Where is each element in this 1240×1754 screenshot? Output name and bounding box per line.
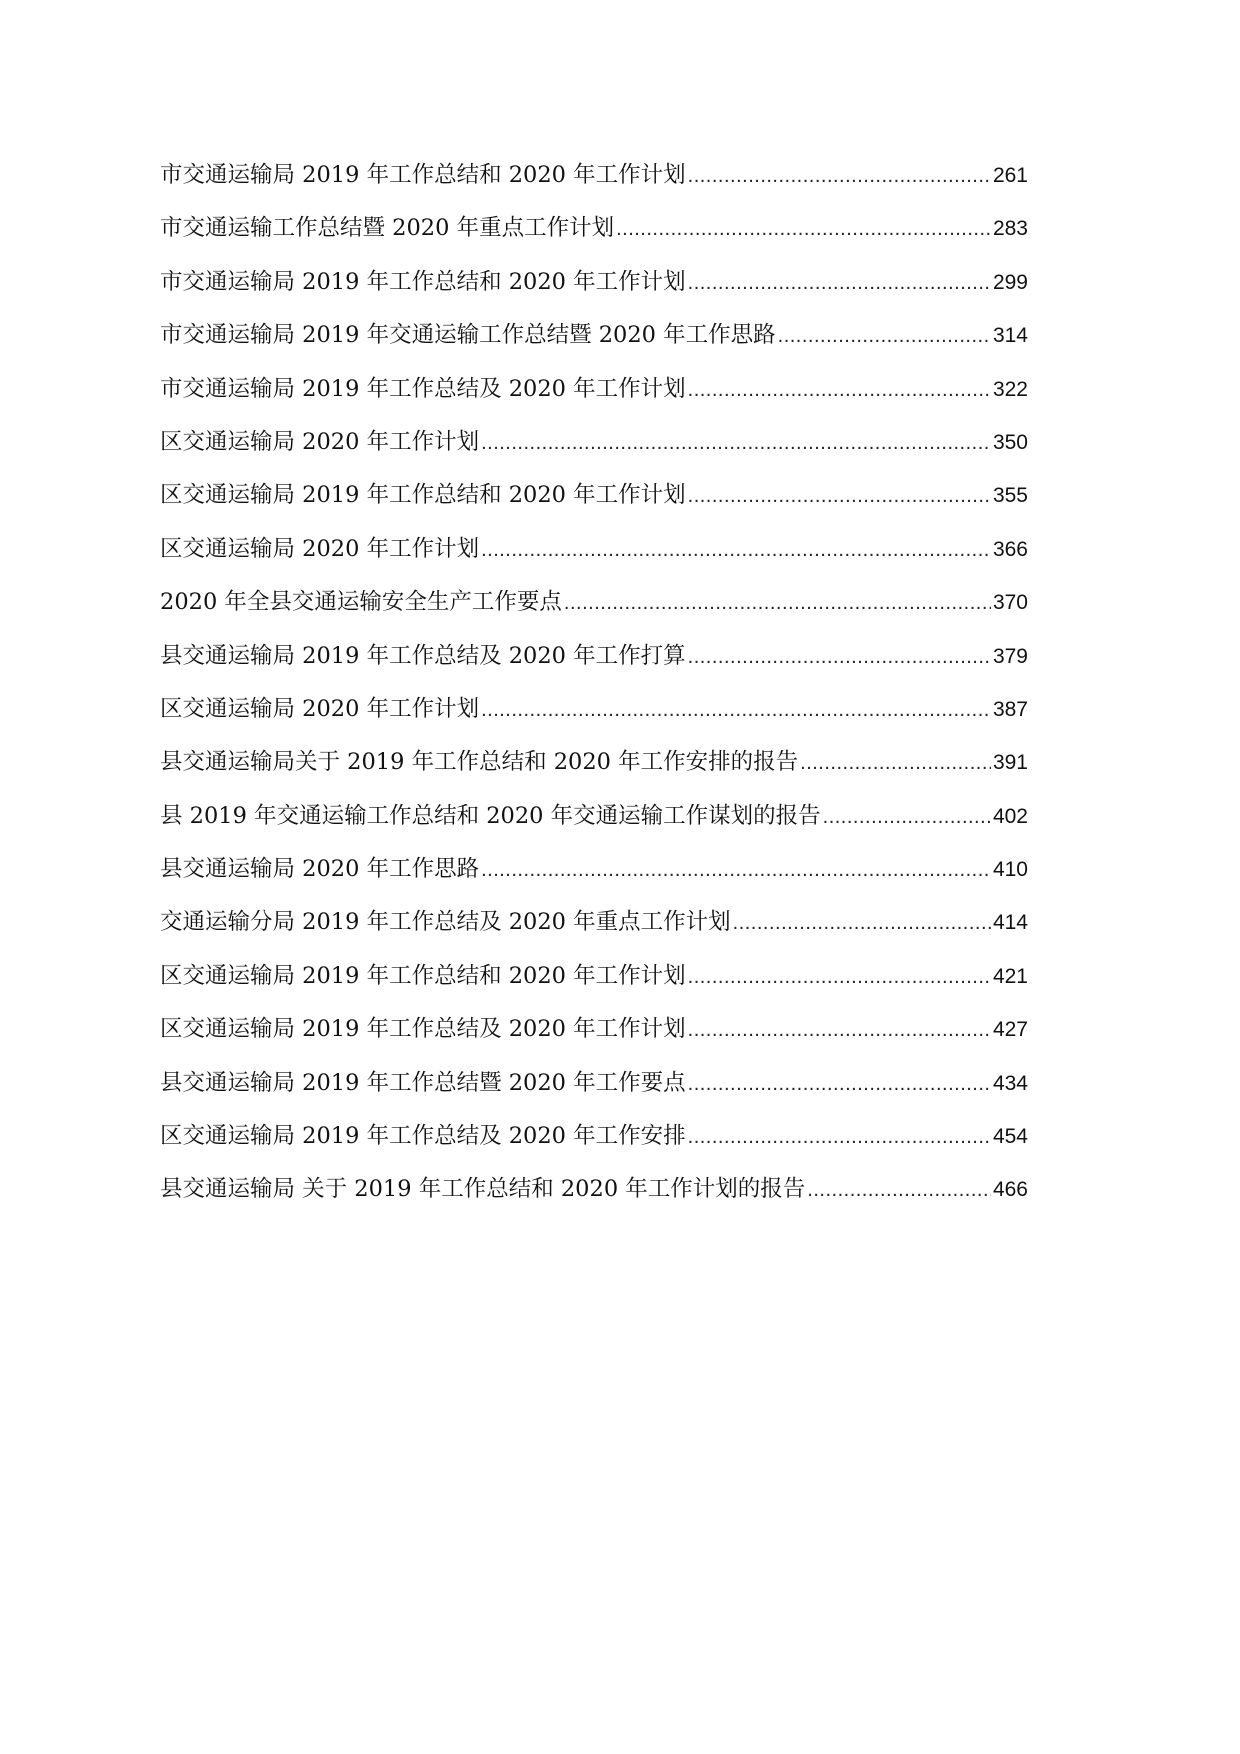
toc-dot-leader: [800, 748, 991, 778]
toc-entry-page: 299: [992, 270, 1028, 294]
toc-entry[interactable]: [160, 427, 1028, 480]
toc-entry-title: 县交通运输局 2020 年工作思路: [160, 856, 480, 883]
toc-entry-title: 区交通运输局 2019 年工作总结和 2020 年工作计划: [160, 962, 686, 989]
toc-entry[interactable]: [160, 267, 1028, 320]
toc-entry-page: 379: [992, 644, 1028, 668]
toc-entry-page: 402: [992, 804, 1028, 828]
toc-entry-page: 434: [992, 1071, 1028, 1095]
toc-dot-leader: [688, 375, 991, 405]
toc-entry-page: 355: [992, 484, 1028, 508]
toc-entry-page: 427: [992, 1018, 1028, 1042]
toc-entry-title: 区交通运输局 2019 年工作总结和 2020 年工作计划: [160, 482, 686, 509]
toc-dot-leader: [688, 1069, 991, 1099]
toc-entry[interactable]: [160, 587, 1028, 640]
toc-entry-title: 市交通运输局 2019 年工作总结及 2020 年工作计划: [160, 375, 686, 402]
toc-dot-leader: [688, 1122, 991, 1152]
toc-entry-title: 县交通运输局 关于 2019 年工作总结和 2020 年工作计划的报告: [160, 1176, 806, 1203]
toc-entry-page: 261: [992, 164, 1028, 187]
toc-entry-title: 县交通运输局 2019 年工作总结及 2020 年工作打算: [160, 642, 686, 669]
toc-entry[interactable]: [160, 1014, 1028, 1067]
toc-entry[interactable]: [160, 961, 1028, 1014]
toc-dot-leader: [688, 642, 991, 672]
toc-entry[interactable]: [160, 160, 1028, 213]
toc-dot-leader: [688, 161, 991, 191]
toc-entry-title: 市交通运输局 2019 年工作总结和 2020 年工作计划: [160, 162, 686, 188]
toc-entry-title: 区交通运输局 2019 年工作总结及 2020 年工作安排: [160, 1123, 686, 1150]
toc-entry-page: 283: [992, 217, 1028, 241]
toc-entry-page: 350: [992, 430, 1028, 454]
toc-entry-title: 2020 年全县交通运输安全生产工作要点: [160, 589, 562, 616]
toc-entry-page: 370: [992, 591, 1028, 615]
toc-dot-leader: [778, 321, 991, 351]
toc-entry-page: 387: [992, 697, 1028, 721]
toc-dot-leader: [688, 268, 991, 298]
toc-entry[interactable]: [160, 747, 1028, 800]
toc-entry-title: 交通运输分局 2019 年工作总结及 2020 年重点工作计划: [160, 909, 731, 936]
toc-dot-leader: [807, 1175, 991, 1205]
toc-dot-leader: [564, 588, 991, 618]
toc-entry-title: 市交通运输局 2019 年交通运输工作总结暨 2020 年工作思路: [160, 322, 776, 349]
toc-entry[interactable]: [160, 641, 1028, 694]
toc-entry[interactable]: [160, 907, 1028, 960]
toc-entry[interactable]: [160, 1068, 1028, 1121]
toc-entry-page: 466: [992, 1178, 1028, 1202]
toc-entry[interactable]: [160, 801, 1028, 854]
toc-dot-leader: [733, 908, 991, 938]
toc-entry-title: 市交通运输局 2019 年工作总结和 2020 年工作计划: [160, 268, 686, 295]
toc-entry[interactable]: [160, 213, 1028, 266]
toc-entry[interactable]: [160, 694, 1028, 747]
toc-dot-leader: [481, 428, 991, 458]
toc-dot-leader: [481, 855, 991, 885]
toc-entry[interactable]: [160, 1174, 1028, 1227]
toc-entry-title: 区交通运输局 2020 年工作计划: [160, 535, 480, 562]
toc-entry[interactable]: [160, 534, 1028, 587]
toc-entry-title: 县交通运输局关于 2019 年工作总结和 2020 年工作安排的报告: [160, 749, 799, 776]
toc-entry-page: 322: [992, 377, 1028, 401]
table-of-contents: [160, 160, 1028, 1228]
toc-entry[interactable]: [160, 374, 1028, 427]
toc-entry-title: 县交通运输局 2019 年工作总结暨 2020 年工作要点: [160, 1069, 686, 1096]
toc-entry-page: 410: [992, 858, 1028, 882]
toc-entry[interactable]: [160, 1121, 1028, 1174]
toc-entry-title: 区交通运输局 2019 年工作总结及 2020 年工作计划: [160, 1016, 686, 1043]
toc-entry-title: 区交通运输局 2020 年工作计划: [160, 428, 480, 455]
toc-dot-leader: [688, 962, 991, 992]
toc-dot-leader: [823, 802, 991, 832]
toc-entry-page: 454: [992, 1125, 1028, 1149]
toc-dot-leader: [616, 214, 991, 244]
toc-entry-title: 县 2019 年交通运输工作总结和 2020 年交通运输工作谋划的报告: [160, 802, 821, 829]
toc-entry[interactable]: [160, 480, 1028, 533]
toc-entry-title: 市交通运输工作总结暨 2020 年重点工作计划: [160, 215, 615, 242]
toc-dot-leader: [688, 481, 991, 511]
toc-entry-page: 414: [992, 911, 1028, 935]
toc-dot-leader: [481, 695, 991, 725]
toc-entry-page: 391: [992, 751, 1028, 775]
toc-entry[interactable]: [160, 320, 1028, 373]
toc-entry[interactable]: [160, 854, 1028, 907]
toc-entry-page: 314: [992, 324, 1028, 348]
toc-entry-title: 区交通运输局 2020 年工作计划: [160, 695, 480, 722]
toc-dot-leader: [688, 1015, 991, 1045]
toc-entry-page: 366: [992, 537, 1028, 561]
toc-dot-leader: [481, 535, 991, 565]
toc-entry-page: 421: [992, 964, 1028, 988]
